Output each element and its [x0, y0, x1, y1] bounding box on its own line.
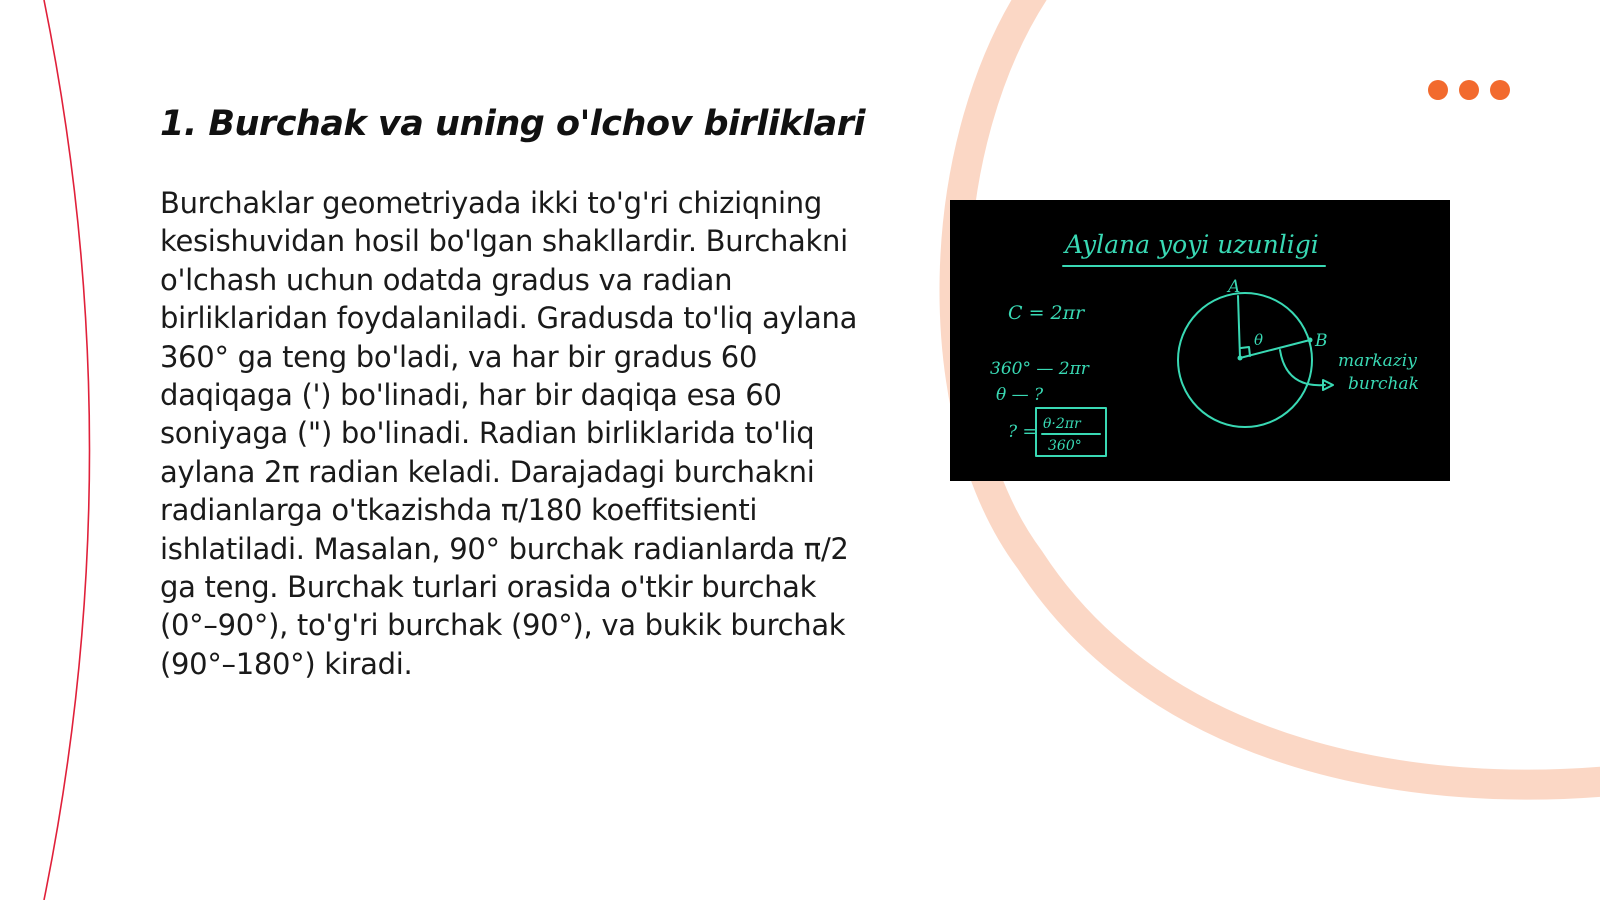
orange-dot — [1459, 80, 1479, 100]
figure-heading: Aylana yoyi uzunligi — [1065, 230, 1319, 259]
dots-decoration — [1428, 80, 1510, 100]
annotation-line-1: markaziy — [1338, 351, 1417, 371]
point-b-label: B — [1315, 331, 1328, 351]
formula-circumference: C = 2πr — [1008, 302, 1085, 324]
orange-dot — [1490, 80, 1510, 100]
orange-dot — [1428, 80, 1448, 100]
proportion-line-1: 360° — 2πr — [990, 359, 1089, 379]
arc-length-figure — [950, 200, 1450, 481]
proportion-line-2: θ — ? — [996, 385, 1044, 405]
point-b-dot — [1308, 338, 1313, 343]
slide-title: 1. Burchak va uning o'lchov birliklari — [160, 104, 865, 144]
center-point — [1238, 356, 1243, 361]
result-prefix: ? = — [1008, 422, 1037, 442]
body-paragraph: Burchaklar geometriyada ikki to'g'ri chiziqning kesishuvidan hosil bo'lgan shakllardir. Burchakni o'lchash uchun odatda gradus va radian birliklaridan foydalaniladi. Gradusda to'liq aylana 360° ga teng bo'ladi, va har bir gradus 60 daqiqaga (') bo'linadi, har bir daqiqa esa 60 soniyaga (") bo'linadi. Radian birliklarida to'liq aylana 2π radian keladi. Darajadagi burchakni radianlarga o'tkazishda π/180 koeffitsienti ishlatiladi. Masalan, 90° burchak radianlarda π/2 ga teng. Burchak turlari orasida o'tkir burchak (0°–90°), to'g'ri burchak (90°), va bukik burchak (90°–180°) kiradi. — [160, 186, 858, 681]
radius-to-a — [1238, 296, 1240, 358]
annotation-arrow — [1280, 350, 1325, 385]
circle — [1178, 293, 1312, 427]
result-numerator: θ·2πr — [1043, 416, 1081, 432]
angle-mark — [1241, 347, 1250, 356]
chalkboard-drawing — [950, 200, 1450, 481]
angle-theta-label: θ — [1254, 331, 1264, 349]
result-denominator: 360° — [1048, 438, 1082, 454]
point-a-label: A — [1228, 277, 1241, 297]
annotation-line-2: burchak — [1348, 374, 1419, 394]
left-red-curve — [44, 0, 90, 900]
